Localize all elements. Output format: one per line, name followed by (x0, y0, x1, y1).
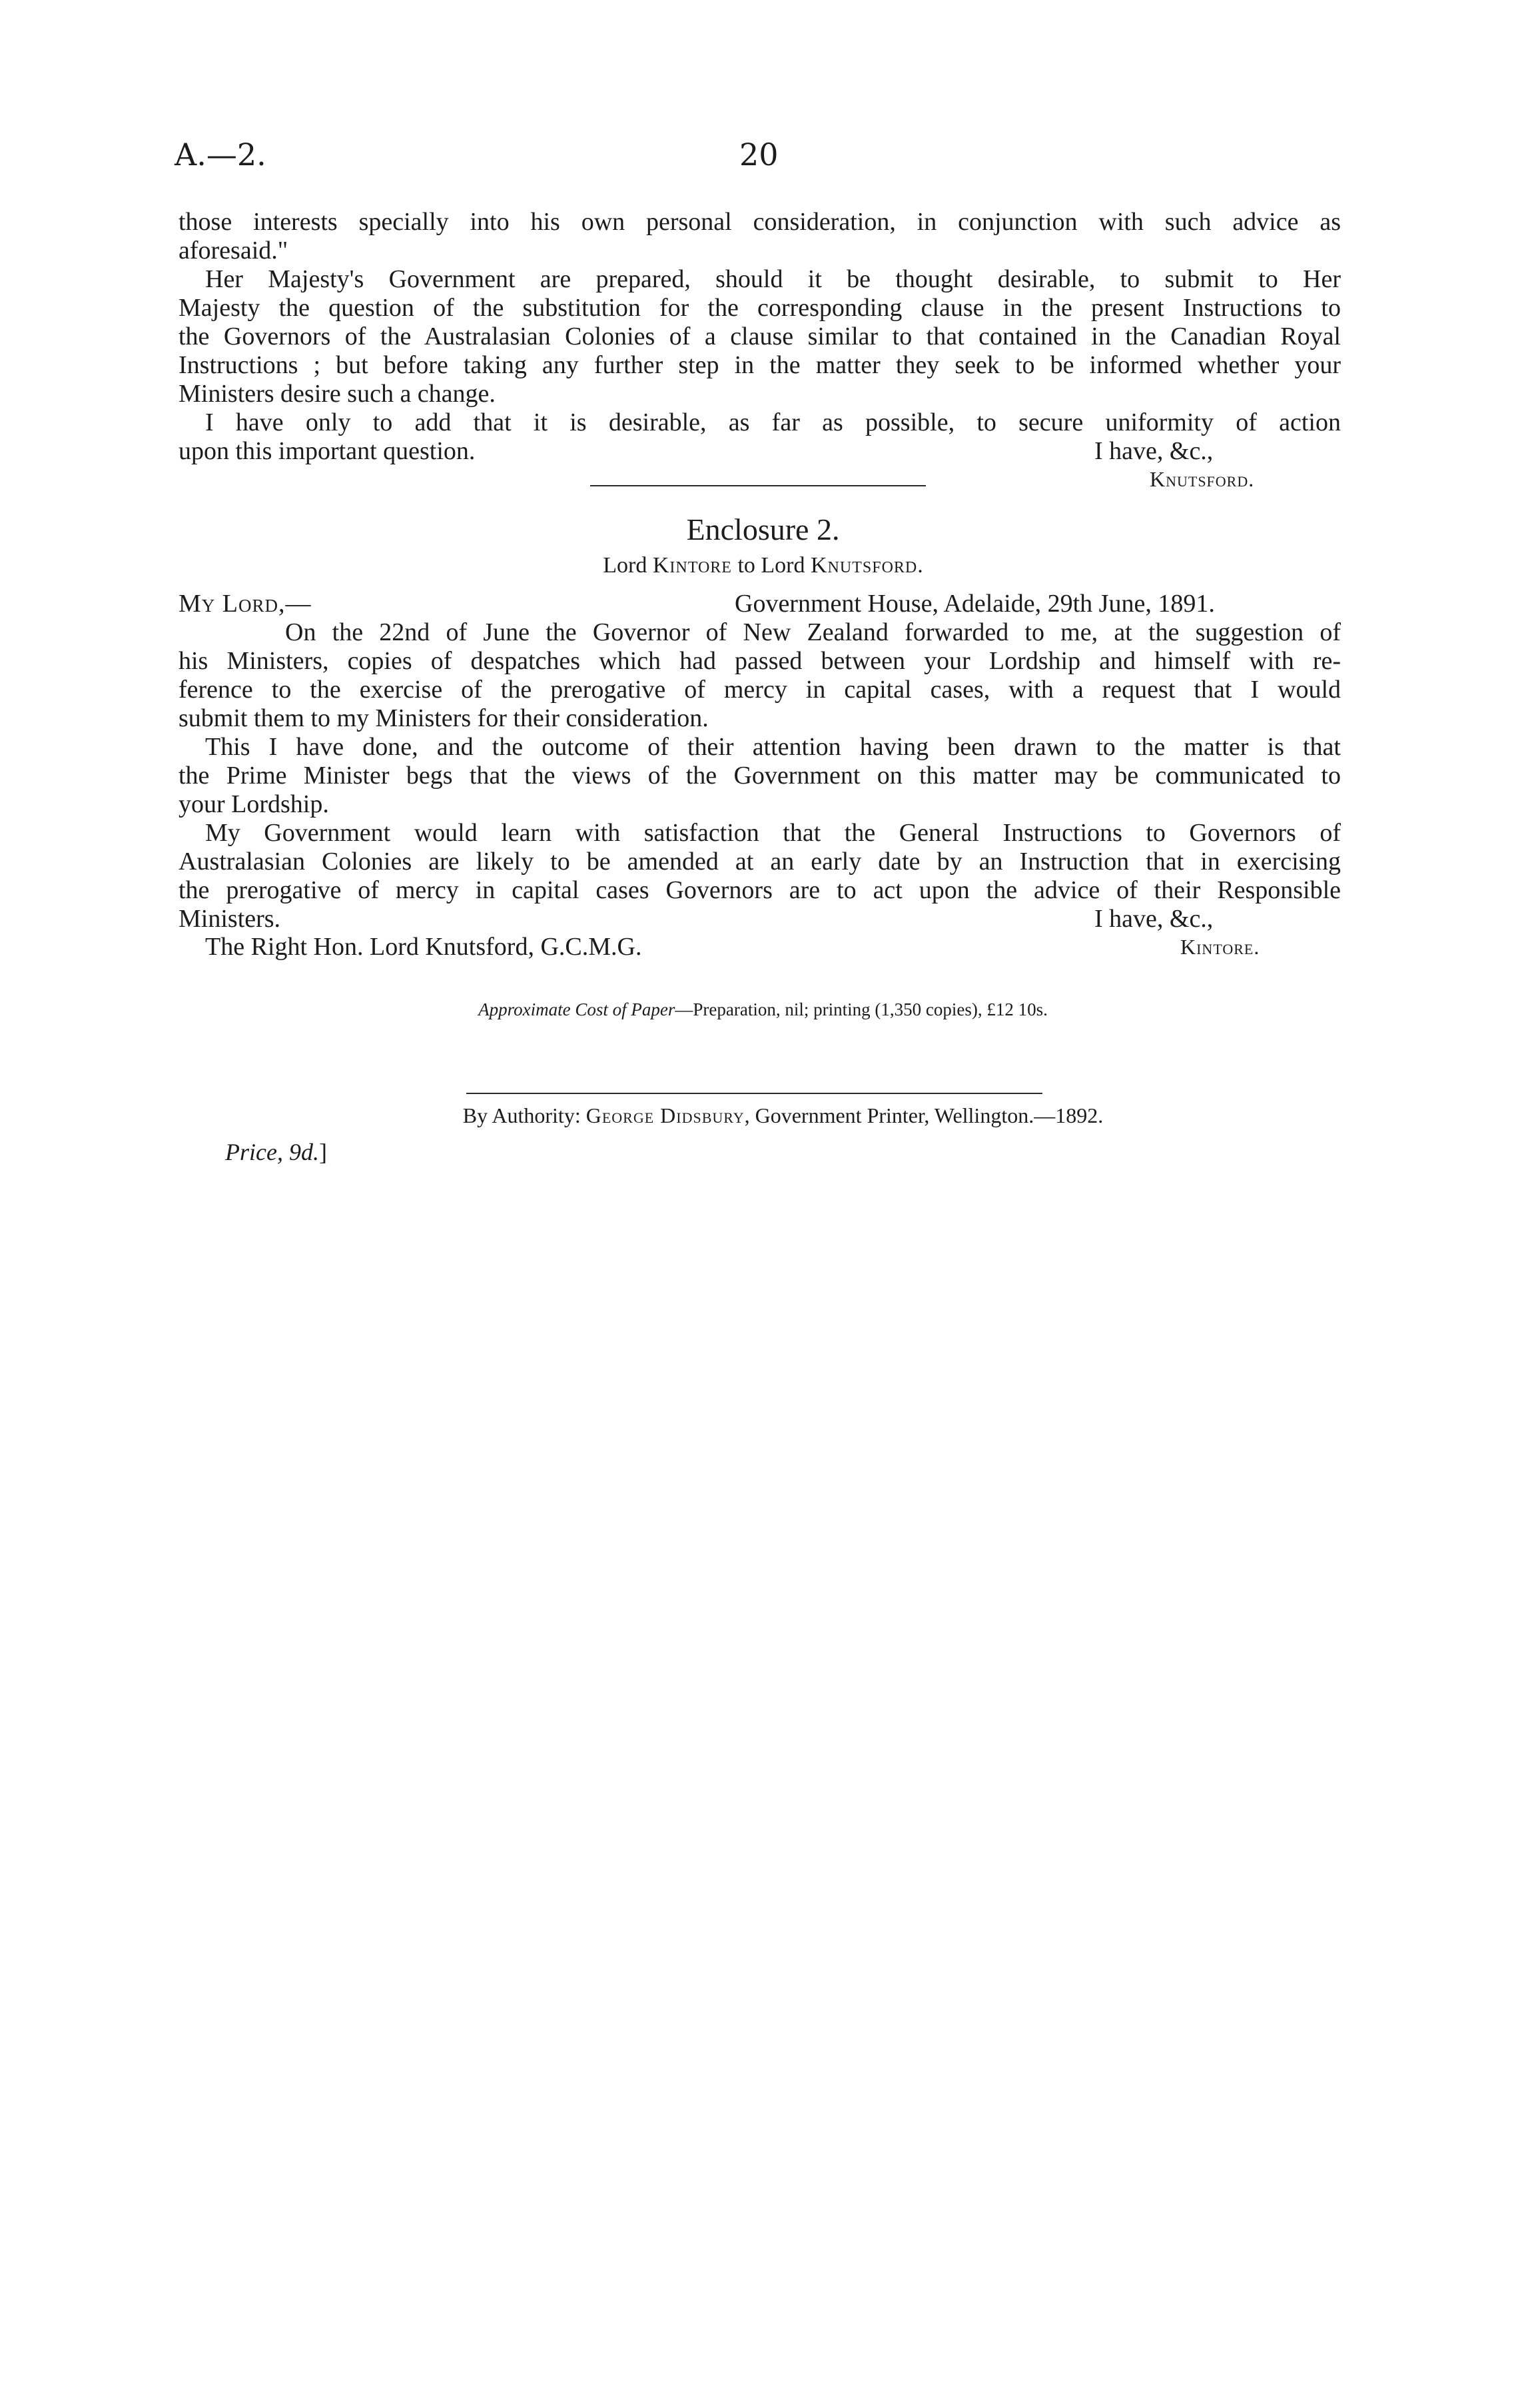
price-note: Price, 9d.] (225, 1139, 327, 1165)
page-number: 20 (739, 137, 779, 173)
letter2-line: On the 22nd of June the Governor of New Zealand forwarded to me, at the suggestion of (285, 618, 1341, 646)
enclosure-title: Enclosure 2. (686, 512, 840, 546)
sender-address: Government House, Adelaide, 29th June, 1891. (735, 590, 1215, 618)
signature-knutsford: Knutsford. (1150, 467, 1255, 491)
letter1-line: I have only to add that it is desirable, as far as possible, to secure uniformity of action (205, 408, 1341, 436)
letter2-body (179, 618, 1341, 905)
letter1-line: aforesaid." (179, 237, 288, 265)
salutation: My Lord,— (179, 590, 312, 618)
section-divider (590, 485, 926, 486)
document-reference: A.—2. (175, 137, 266, 173)
printing-cost-note: Approximate Cost of Paper—Preparation, nil; printing (1,350 copies), £12 10s. (478, 999, 1048, 1019)
letter1-line: Ministers desire such a change. (179, 380, 496, 408)
letter1-line: Her Majesty's Government are prepared, should it be thought desirable, to submit to Her (205, 265, 1341, 293)
closing-formula: I have, &c., (1094, 437, 1214, 465)
letter2-line: submit them to my Ministers for their consideration. (179, 704, 709, 732)
letter2-line: This I have done, and the outcome of their attention having been drawn to the matter is that (205, 733, 1341, 761)
letter2-line: ference to the exercise of the prerogative of mercy in capital cases, with a request that I would (179, 676, 1341, 704)
letter2-addressee-row (179, 933, 1341, 961)
letter2-line: the Prime Minister begs that the views of the Government on this matter may be communicated to (179, 762, 1341, 790)
letter1-line: the Governors of the Australasian Colonies of a clause similar to that contained in the Canadian Royal (179, 322, 1341, 350)
closing-text: upon this important question. (179, 437, 476, 465)
letter2-line: Australasian Colonies are likely to be amended at an early date by an Instruction that in exercising (179, 848, 1341, 876)
letter1-line: Instructions ; but before taking any further step in the matter they seek to be informed whether your (179, 351, 1341, 379)
letter1-closing (179, 437, 1341, 466)
letter1-body (179, 208, 1341, 437)
letter2-line: My Government would learn with satisfaction that the General Instructions to Governors of (205, 819, 1341, 847)
letter1-line: those interests specially into his own personal consideration, in conjunction with such advice as (179, 208, 1341, 236)
addressee: The Right Hon. Lord Knutsford, G.C.M.G. (205, 933, 642, 961)
footer-divider (466, 1093, 1042, 1094)
letter1-line: Majesty the question of the substitution for the corresponding clause in the present Instructions to (179, 294, 1341, 322)
printing-authority: By Authority: George Didsbury, Government Printer, Wellington.—1892. (462, 1103, 1104, 1127)
letter2-line: your Lordship. (179, 790, 329, 818)
closing-formula: I have, &c., (1094, 905, 1214, 933)
enclosure-subtitle: Lord Kintore to Lord Knutsford. (603, 553, 923, 578)
letter2-line: his Ministers, copies of despatches which had passed between your Lordship and himself with re- (179, 647, 1341, 675)
letter2-line: the prerogative of mercy in capital cases Governors are to act upon the advice of their Responsible (179, 876, 1341, 904)
signature-kintore: Kintore. (1180, 935, 1260, 959)
closing-text: Ministers. (179, 905, 281, 933)
letter2-closing (179, 905, 1341, 933)
letter2-salutation-row (179, 590, 1341, 618)
